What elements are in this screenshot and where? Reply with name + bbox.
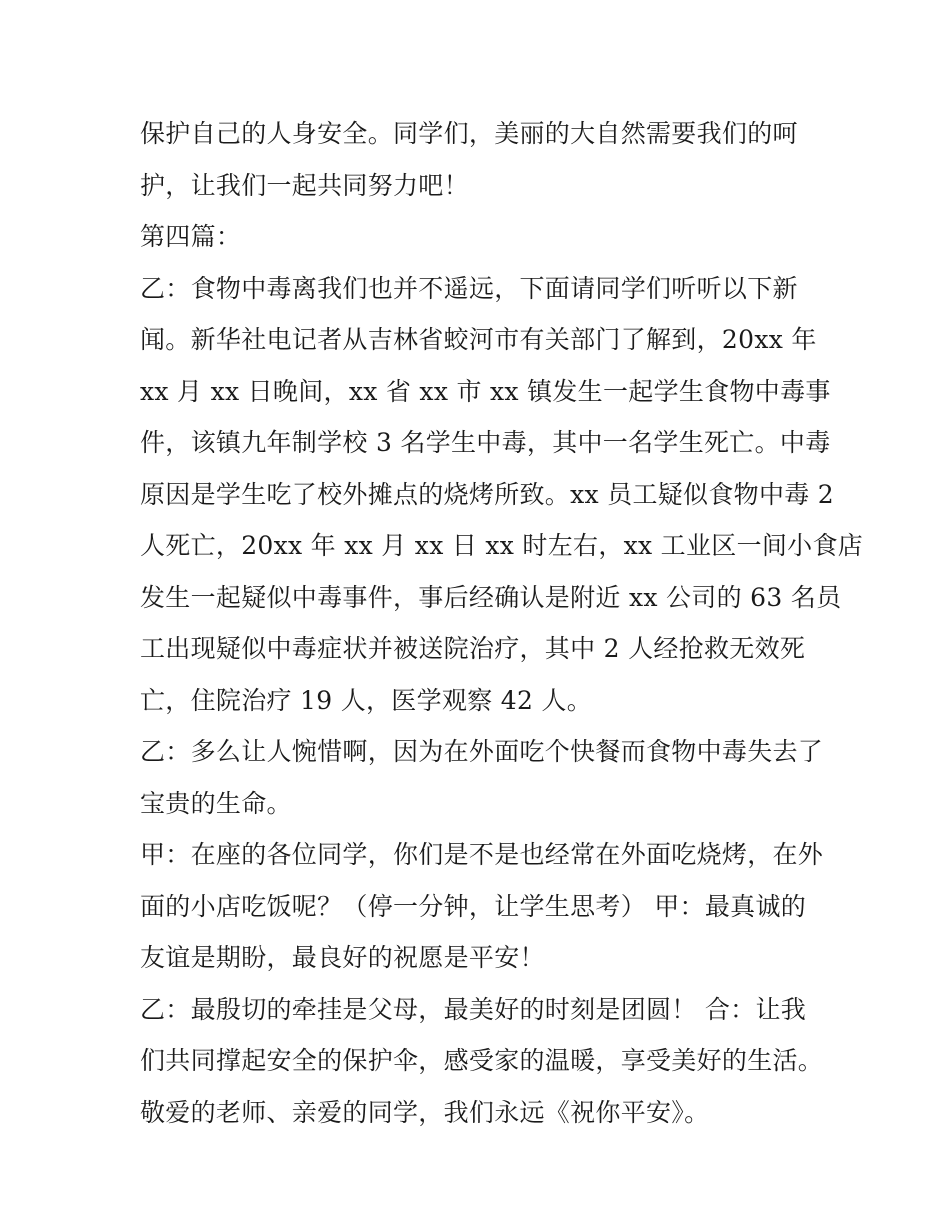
- text-line: 乙：食物中毒离我们也并不遥远，下面请同学们听听以下新: [140, 273, 798, 303]
- text-line: xx 月 xx 日晚间，xx 省 xx 市 xx 镇发生一起学生食物中毒事: [140, 376, 831, 406]
- text-line: 人死亡，20xx 年 xx 月 xx 日 xx 时左右，xx 工业区一间小食店: [140, 531, 864, 560]
- text-line: 甲：在座的各位同学，你们是不是也经常在外面吃烧烤，在外: [140, 840, 824, 869]
- text-line: 敬爱的老师、亲爱的同学，我们永远《祝你平安》。: [140, 1097, 710, 1127]
- text-line: 发生一起疑似中毒事件，事后经确认是附近 xx 公司的 63 名员: [140, 582, 842, 612]
- text-line: 乙：多么让人惋惜啊，因为在外面吃个快餐而食物中毒失去了: [140, 737, 824, 766]
- body-text: [140, 108, 864, 1138]
- text-line: 件，该镇九年制学校 3 名学生中毒，其中一名学生死亡。中毒: [140, 428, 831, 457]
- text-line: 护，让我们一起共同努力吧！: [140, 170, 469, 200]
- text-line: 原因是学生吃了校外摊点的烧烤所致。xx 员工疑似食物中毒 2: [140, 479, 834, 509]
- text-line: 们共同撑起安全的保护伞，感受家的温暖，享受美好的生活。: [140, 1046, 824, 1075]
- text-line: 保护自己的人身安全。同学们，美丽的大自然需要我们的呵: [140, 119, 798, 148]
- text-line: 工出现疑似中毒症状并被送院治疗，其中 2 人经抢救无效死: [140, 634, 806, 663]
- text-line: 亡，住院治疗 19 人，医学观察 42 人。: [140, 685, 593, 715]
- section-heading: 第四篇：: [140, 222, 242, 251]
- text-line: 面的小店吃饭呢？（停一分钟，让学生思考） 甲：最真诚的: [140, 891, 807, 921]
- text-line: 闻。新华社电记者从吉林省蛟河市有关部门了解到，20xx 年: [140, 325, 817, 354]
- text-line: 友谊是期盼，最良好的祝愿是平安！: [140, 943, 545, 972]
- text-line: 宝贵的生命。: [140, 788, 292, 818]
- text-line: 乙：最殷切的牵挂是父母，最美好的时刻是团圆！ 合：让我: [140, 994, 807, 1024]
